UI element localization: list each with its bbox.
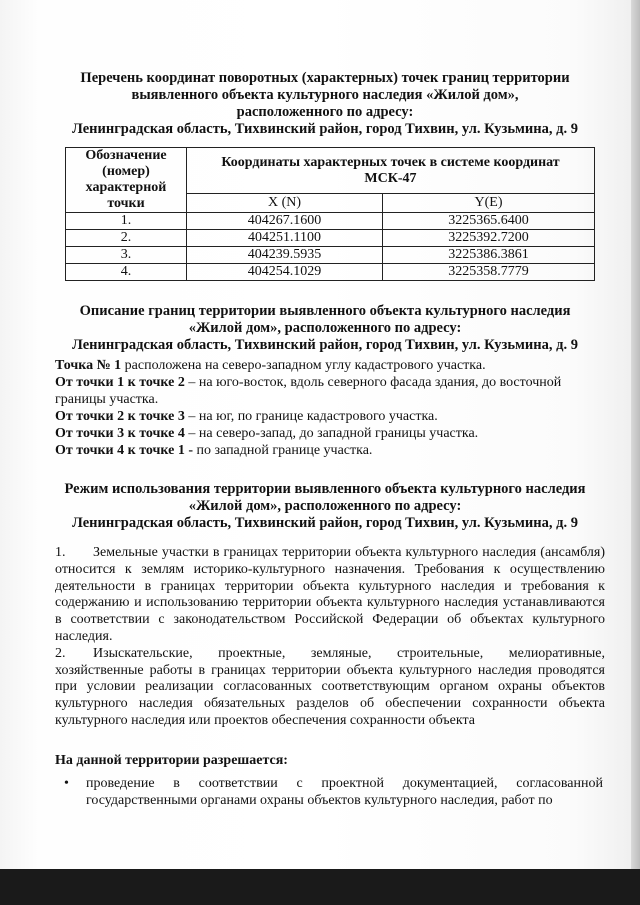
y-coordinate-cell: 3225386.3861 — [383, 247, 595, 264]
table-header-row — [66, 148, 595, 194]
point-number-header: Обозначение (номер) характерной точки — [66, 148, 187, 213]
paragraph-number: 2. — [55, 645, 66, 661]
point-number-cell: 3. — [66, 247, 187, 264]
list-item: • проведение в соответствии с проектной документацией, согласованной государственными органами охраны объектов культурного наследия, работ по — [64, 776, 603, 808]
heading-line: Режим использования территории выявленного объекта культурного наследия — [64, 481, 586, 497]
regime-paragraph: 2. Изыскательские, проектные, земляные, строительные, мелиоративные, хозяйственные работы в границах территории объекта культурного наследия проводятся при условии реализации согласованных соответствующим органом охраны объектов культурного наследия обязательных разделов об обеспечении сохранности объекта культурного наследия или проектов обеспечения сохранности объекта — [55, 645, 605, 728]
description-item: От точки 1 к точке 2 – на юго-восток, вдоль северного фасада здания, до восточной границы участка. — [55, 375, 562, 407]
paragraph-number: 1. — [55, 545, 66, 560]
y-coordinate-cell: 3225365.6400 — [383, 213, 595, 230]
y-coordinate-cell: 3225392.7200 — [383, 230, 595, 247]
boundary-description-heading — [40, 303, 610, 354]
heading-line: Перечень координат поворотных (характерных) точек границ территории — [80, 70, 570, 86]
scan-edge-shadow — [631, 0, 640, 870]
x-coordinate-cell: 404254.1029 — [187, 264, 383, 281]
description-item: От точки 2 к точке 3 – на юг, по границе кадастрового участка. — [55, 409, 438, 424]
table-row — [66, 264, 595, 281]
usage-regime-text — [55, 545, 605, 730]
usage-regime-heading — [40, 481, 610, 532]
description-item: От точки 4 к точке 1 - по западной границе участка. — [55, 443, 373, 458]
x-coordinate-cell: 404267.1600 — [187, 213, 383, 230]
table-row — [66, 247, 595, 264]
bullet-icon: • — [64, 776, 69, 791]
point-number-cell: 1. — [66, 213, 187, 230]
heading-line: Описание границ территории выявленного объекта культурного наследия — [79, 303, 571, 319]
x-coordinate-cell: 404251.1100 — [187, 230, 383, 247]
coordinates-header: Координаты характерных точек в системе координат МСК-47 — [187, 148, 595, 194]
heading-line: «Жилой дом», расположенного по адресу: — [188, 320, 462, 336]
heading-line: «Жилой дом», расположенного по адресу: — [188, 498, 462, 514]
boundary-description — [55, 357, 610, 459]
table-row — [66, 230, 595, 247]
heading-line: Ленинградская область, Тихвинский район, город Тихвин, ул. Кузьмина, д. 9 — [72, 337, 578, 353]
coordinates-list-heading — [40, 70, 610, 138]
regime-paragraph: 1. Земельные участки в границах территории объекта культурного наследия (ансамбля) относится к землям историко-культурного назначения. Требования к осуществлению деятельности в границах территории объекта культурного наследия и требования к содержанию и использованию территории объекта культурного наследия устанавливаются в соответствии с законодательством Российской Федерации об объектах культурного наследия. — [55, 545, 605, 644]
y-coordinate-cell: 3225358.7779 — [383, 264, 595, 281]
table-row — [66, 213, 595, 230]
x-coordinate-cell: 404239.5935 — [187, 247, 383, 264]
allowed-section-title: На данной территории разрешается: — [55, 753, 288, 768]
point-number-cell: 4. — [66, 264, 187, 281]
heading-line: выявленного объекта культурного наследия «Жилой дом», — [131, 87, 519, 103]
point-number-cell: 2. — [66, 230, 187, 247]
heading-line: Ленинградская область, Тихвинский район, город Тихвин, ул. Кузьмина, д. 9 — [72, 515, 578, 531]
heading-line: расположенного по адресу: — [236, 104, 414, 120]
y-column-header: Y(E) — [383, 194, 595, 213]
description-item: От точки 3 к точке 4 – на северо-запад, до западной границы участка. — [55, 426, 479, 441]
description-item: Точка № 1 расположена на северо-западном углу кадастрового участка. — [55, 358, 486, 373]
allowed-list — [58, 775, 603, 809]
coordinates-table — [65, 147, 595, 281]
scan-bottom-band — [0, 869, 640, 905]
x-column-header: X (N) — [187, 194, 383, 213]
heading-line: Ленинградская область, Тихвинский район, город Тихвин, ул. Кузьмина, д. 9 — [72, 121, 578, 137]
